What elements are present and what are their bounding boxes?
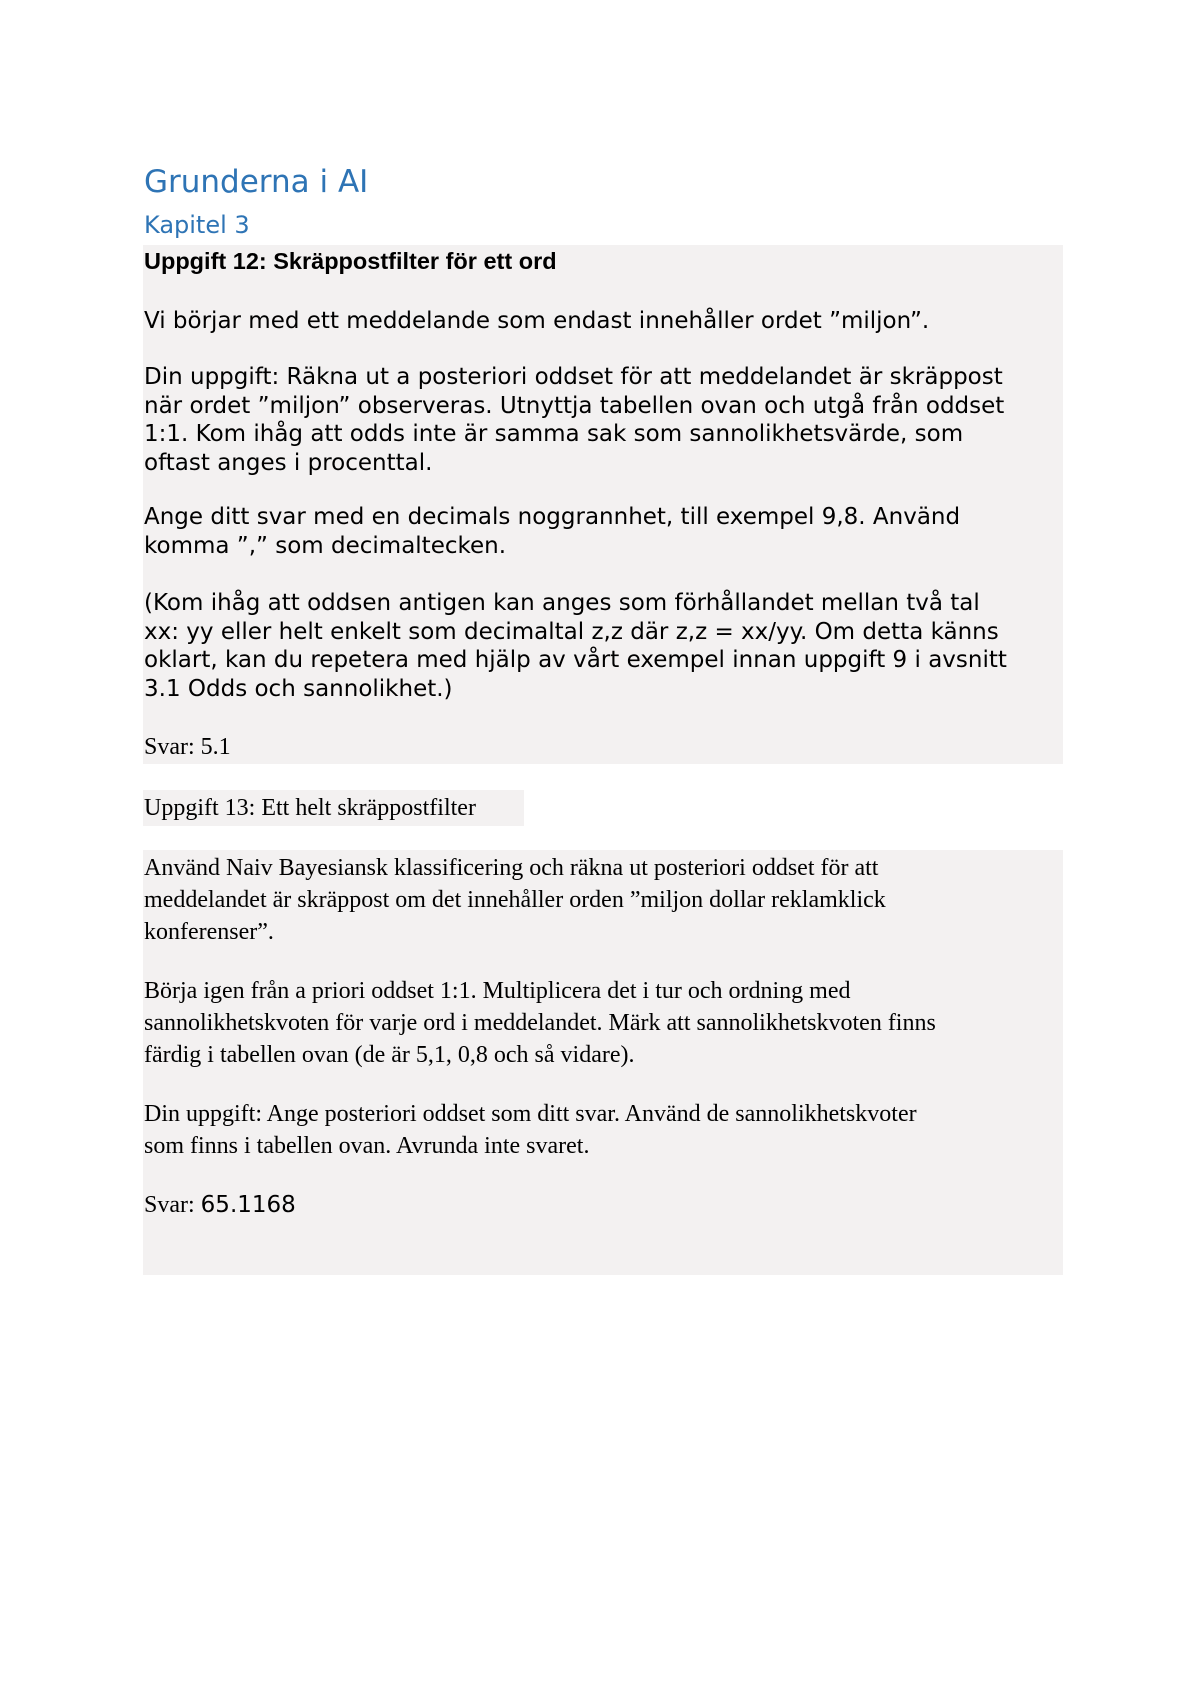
task12-reminder-paragraph	[144, 589, 1064, 703]
task13-heading: Uppgift 13: Ett helt skräppostfilter	[144, 795, 476, 821]
task13-p1-line: meddelandet är skräppost om det innehåller orden ”miljon dollar reklamklick	[144, 887, 886, 913]
task12-task-paragraph	[144, 363, 1064, 477]
task12-task-line: 1:1. Kom ihåg att odds inte är samma sak som sannolikhetsvärde, som	[144, 421, 964, 447]
task13-answer-value: 65.1168	[200, 1192, 296, 1218]
task12-format-line: komma ”,” som decimaltecken.	[144, 532, 507, 559]
document-title: Grunderna i AI	[144, 164, 369, 200]
task13-p2-line: sannolikhetskvoten för varje ord i meddelandet. Märk att sannolikhetskvoten finns	[144, 1010, 936, 1036]
task12-reminder-line: oklart, kan du repetera med hjälp av vårt exempel innan uppgift 9 i avsnitt	[144, 647, 1007, 673]
task13-paragraph-3	[144, 1098, 1064, 1162]
task12-heading: Uppgift 12: Skräppostfilter för ett ord	[144, 248, 557, 274]
task12-format-line: Ange ditt svar med en decimals noggrannhet, till exempel 9,8. Använd	[144, 504, 961, 530]
chapter-heading: Kapitel 3	[144, 211, 250, 239]
task12-format-paragraph	[144, 503, 1064, 560]
task13-paragraph-1	[144, 852, 1064, 948]
task12-task-line: Din uppgift: Räkna ut a posteriori oddset för att meddelandet är skräppost	[144, 364, 1003, 390]
task13-answer-label: Svar:	[144, 1192, 201, 1218]
task13-paragraph-2	[144, 975, 1064, 1071]
task13-p1-line: konferenser”.	[144, 919, 274, 945]
task12-answer: Svar: 5.1	[144, 734, 231, 760]
task12-intro: Vi börjar med ett meddelande som endast innehåller ordet ”miljon”.	[144, 308, 930, 334]
task12-reminder-line: xx: yy eller helt enkelt som decimaltal z,z där z,z = xx/yy. Om detta känns	[144, 618, 999, 645]
task13-p3-line: som finns i tabellen ovan. Avrunda inte svaret.	[144, 1133, 590, 1159]
task13-p1-line: Använd Naiv Bayesiansk klassificering och räkna ut posteriori oddset för att	[144, 855, 879, 881]
task12-reminder-line: (Kom ihåg att oddsen antigen kan anges som förhållandet mellan två tal	[144, 590, 980, 616]
task12-task-line: när ordet ”miljon” observeras. Utnyttja tabellen ovan och utgå från oddset	[144, 392, 1005, 419]
task13-p2-line: Börja igen från a priori oddset 1:1. Multiplicera det i tur och ordning med	[144, 978, 851, 1004]
task12-task-line: oftast anges i procenttal.	[144, 449, 433, 476]
task13-p3-line: Din uppgift: Ange posteriori oddset som ditt svar. Använd de sannolikhetskvoter	[144, 1101, 917, 1127]
task13-p2-line: färdig i tabellen ovan (de är 5,1, 0,8 och så vidare).	[144, 1042, 635, 1068]
task12-reminder-line: 3.1 Odds och sannolikhet.)	[144, 675, 453, 702]
task13-answer	[144, 1189, 1064, 1221]
